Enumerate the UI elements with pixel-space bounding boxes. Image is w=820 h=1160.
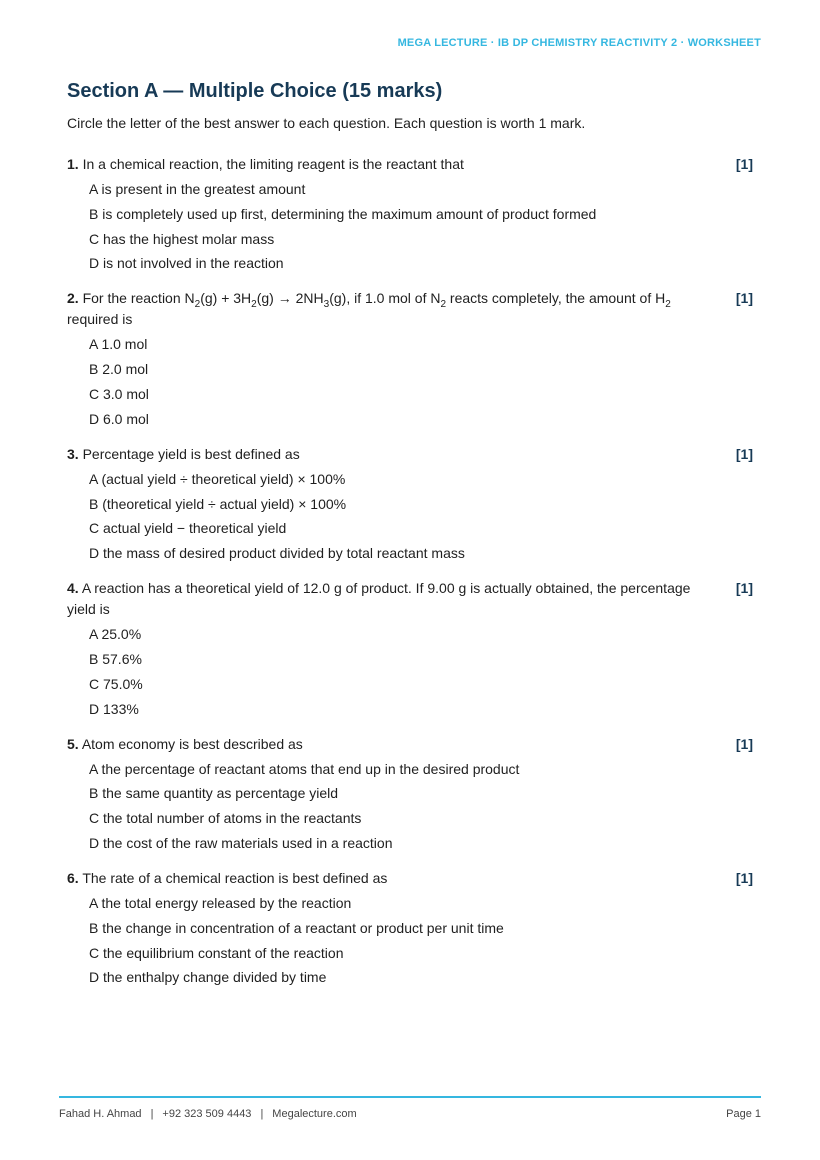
question-text: In a chemical reaction, the limiting reagent is the reactant that xyxy=(82,156,464,172)
answer-options xyxy=(89,893,757,987)
answer-option-d[interactable]: D the enthalpy change divided by time xyxy=(89,969,327,986)
answer-option-d[interactable]: D is not involved in the reaction xyxy=(89,255,284,272)
question-marks: [1] xyxy=(735,580,753,597)
answer-option-a[interactable]: A the total energy released by the reaction xyxy=(89,894,352,911)
answer-option-c[interactable]: C the total number of atoms in the reactants xyxy=(89,810,362,827)
question-stem xyxy=(67,578,757,620)
question-marks: [1] xyxy=(735,445,753,462)
question-text: Percentage yield is best defined as xyxy=(82,445,300,462)
question-2 xyxy=(67,288,757,428)
answer-option-d[interactable]: D the cost of the raw materials used in a reaction xyxy=(89,834,393,851)
question-stem xyxy=(67,288,757,330)
answer-option-d[interactable]: D 6.0 mol xyxy=(89,410,149,427)
question-marks: [1] xyxy=(735,869,753,886)
answer-option-a[interactable]: A the percentage of reactant atoms that end up in the desired product xyxy=(89,760,520,777)
answer-option-a[interactable]: A is present in the greatest amount xyxy=(89,181,306,197)
answer-option-d[interactable]: D 133% xyxy=(89,700,139,717)
answer-options xyxy=(89,179,757,273)
question-marks: [1] xyxy=(735,156,753,172)
section-title: Section A — Multiple Choice (15 marks) xyxy=(67,80,443,102)
question-stem xyxy=(67,154,757,175)
stem-text: required is xyxy=(67,311,133,328)
question-3 xyxy=(67,444,757,563)
question-list xyxy=(67,154,757,1002)
answer-options xyxy=(89,469,757,563)
question-number: 3. xyxy=(67,445,79,462)
question-text: The rate of a chemical reaction is best defined as xyxy=(82,869,388,886)
question-marks: [1] xyxy=(735,290,753,307)
question-5 xyxy=(67,734,757,853)
footer-separator: | xyxy=(150,1108,154,1120)
question-text: A reaction has a theoretical yield of 12.0 g of product. If 9.00 g is actually obtained, the percentage yield is xyxy=(67,580,691,618)
stem-text: reacts completely, the amount of H xyxy=(446,290,666,307)
question-stem xyxy=(67,868,757,889)
answer-option-c[interactable]: C has the highest molar mass xyxy=(89,230,275,247)
answer-option-b[interactable]: B the change in concentration of a reactant or product per unit time xyxy=(89,919,504,936)
answer-option-d[interactable]: D the mass of desired product divided by total reactant mass xyxy=(89,545,465,562)
stem-text: (g) + 3H xyxy=(200,290,252,307)
running-head: MEGA LECTURE · IB DP CHEMISTRY REACTIVITY 2 · WORKSHEET xyxy=(397,37,761,49)
answer-option-b[interactable]: B the same quantity as percentage yield xyxy=(89,785,339,802)
answer-option-b[interactable]: B (theoretical yield ÷ actual yield) × 100% xyxy=(89,495,347,512)
footer-website[interactable]: Megalecture.com xyxy=(272,1108,357,1120)
question-4 xyxy=(67,578,757,718)
question-marks: [1] xyxy=(735,735,753,752)
answer-option-c[interactable]: C 3.0 mol xyxy=(89,385,149,402)
subscript: 2 xyxy=(194,299,201,311)
footer-author: Fahad H. Ahmad xyxy=(59,1108,142,1120)
question-number: 5. xyxy=(67,735,79,752)
answer-option-b[interactable]: B is completely used up first, determining the maximum amount of product formed xyxy=(89,205,597,222)
question-stem xyxy=(67,444,757,465)
question-stem xyxy=(67,734,757,755)
answer-options xyxy=(89,334,757,428)
question-6 xyxy=(67,868,757,987)
answer-option-b[interactable]: B 2.0 mol xyxy=(89,361,149,378)
page-number: Page 1 xyxy=(726,1108,761,1120)
answer-option-b[interactable]: B 57.6% xyxy=(89,650,142,667)
question-text xyxy=(67,290,671,327)
question-number: 6. xyxy=(67,869,79,886)
stem-text: For the reaction N xyxy=(82,290,195,307)
section-instructions: Circle the letter of the best answer to each question. Each question is worth 1 mark. xyxy=(67,115,586,131)
answer-option-c[interactable]: C actual yield − theoretical yield xyxy=(89,520,287,537)
question-1 xyxy=(67,154,757,273)
footer-phone: +92 323 509 4443 xyxy=(162,1108,252,1120)
footer-contact xyxy=(59,1108,357,1120)
answer-options xyxy=(89,759,757,853)
subscript: 2 xyxy=(665,299,671,311)
question-number: 4. xyxy=(67,580,79,597)
subscript: 2 xyxy=(440,299,447,311)
stem-text: (g), if 1.0 mol of N xyxy=(329,290,441,307)
answer-option-a[interactable]: A (actual yield ÷ theoretical yield) × 100% xyxy=(89,470,346,487)
question-number: 1. xyxy=(67,156,79,172)
subscript: 2 xyxy=(251,299,257,311)
footer-divider xyxy=(59,1096,761,1098)
answer-option-c[interactable]: C 75.0% xyxy=(89,675,143,692)
footer-separator: | xyxy=(260,1108,264,1120)
answer-option-a[interactable]: A 25.0% xyxy=(89,626,142,643)
answer-options xyxy=(89,624,757,718)
answer-option-a[interactable]: A 1.0 mol xyxy=(89,336,148,353)
stem-text: (g) → 2NH xyxy=(256,290,324,307)
subscript: 3 xyxy=(323,299,330,311)
question-number: 2. xyxy=(67,290,79,307)
question-text: Atom economy is best described as xyxy=(81,735,303,752)
answer-option-c[interactable]: C the equilibrium constant of the reaction xyxy=(89,944,344,961)
